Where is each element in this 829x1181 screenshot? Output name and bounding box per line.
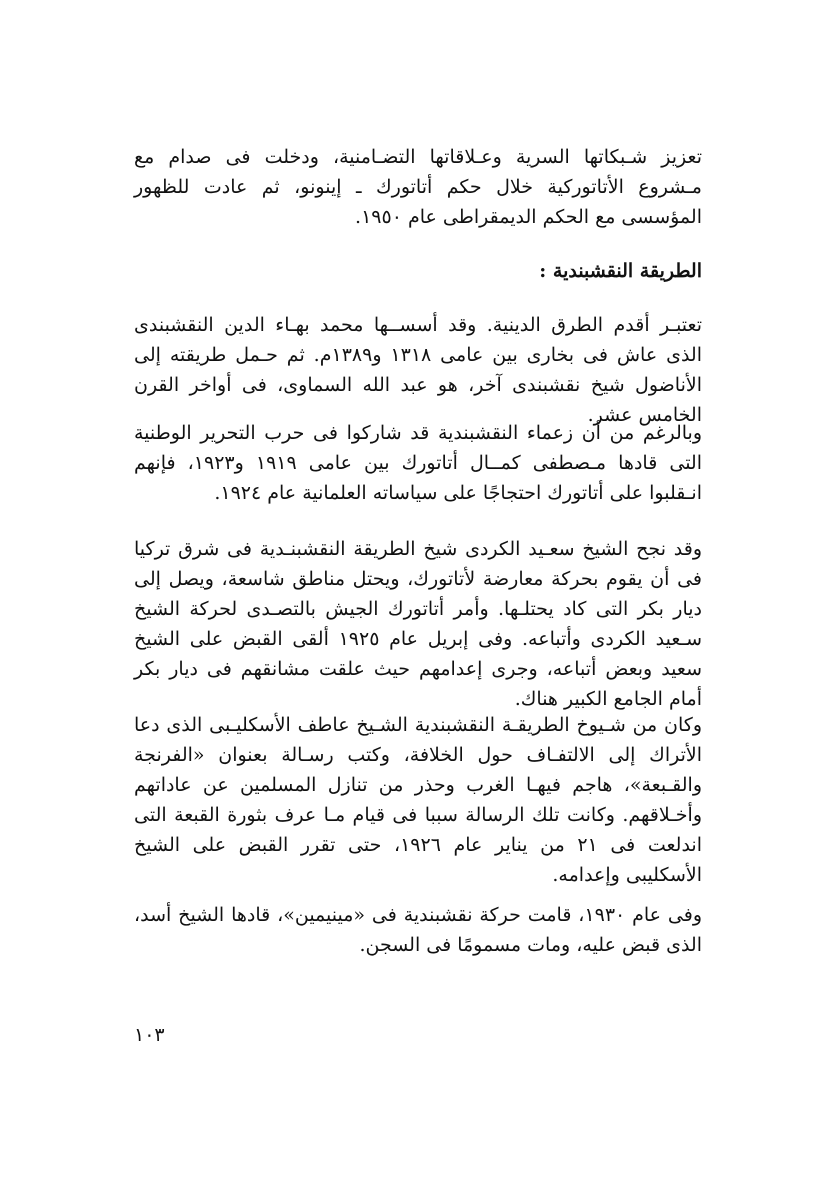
paragraph-menemen: وفى عام ١٩٣٠، قامت حركة نقشبندية فى «مينيمين»، قادها الشيخ أسد، الذى قبض عليه، ومات مسمومًا فى السجن.: [134, 904, 702, 956]
paragraph-intro: تعزيز شـبكاتها السرية وعـلاقاتها التضـامنية، ودخلت فى صدام مع مـشروع الأتاتوركية خلال حكم أتاتورك ـ إينونو، ثم عادت للظهور المؤسسى مع الحكم الديمقراطى عام ١٩٥٠.: [134, 146, 702, 228]
paragraph-origins: تعتبـر أقدم الطرق الدينية. وقد أسســها محمد بهـاء الدين النقشبندى الذى عاش فى بخارى بين عامى ١٣١٨ و١٣٨٩م. ثم حـمل طريقته إلى الأناضول شيخ نقشبندى آخر، هو عبد الله السماوى، فى أواخر القرن الخامس عشر.: [134, 314, 702, 426]
paragraph-atataturk-opposition: وبالرغم من أن زعماء النقشبندية قد شاركوا فى حرب التحرير الوطنية التى قادها مـصطفى كمــال أتاتورك بين عامى ١٩١٩ و١٩٢٣، فإنهم انـقلبوا على أتاتورك احتجاجًا على سياساته العلمانية عام ١٩٢٤.: [134, 422, 702, 504]
paragraph-iskilipli: وكان من شـيوخ الطريقـة النقشبندية الشـيخ عاطف الأسكليـبى الذى دعا الأتراك إلى الالتفـاف حول الخلافة، وكتب رسـالة بعنوان «الفرنجة والقـبعة»، هاجم فيهـا الغرب وحذر من تنازل المسلمين عن عاداتهم وأخـلاقهم. وكانت تلك الرسالة سببا فى قيام مـا عرف بثورة القبعة التى اندلعت فى ٢١ من يناير عام ١٩٢٦، حتى تقرر القبض على الشيخ الأسكليبى وإعدامه.: [134, 714, 702, 886]
paragraph-sheikh-said: وقد نجح الشيخ سعـيد الكردى شيخ الطريقة النقشبنـدية فى شرق تركيا فى أن يقوم بحركة معارضة لأتاتورك، ويحتل مناطق شاسعة، ويصل إلى ديار بكر التى كاد يحتلـها. وأمر أتاتورك الجيش بالتصـدى لحركة الشيخ سـعيد الكردى وأتباعه. وفى إبريل عام ١٩٢٥ ألقى القبض على الشيخ سعيد وبعض أتباعه، وجرى إعدامهم حيث علقت مشانقهم فى ديار بكر أمام الجامع الكبير هناك.: [134, 538, 703, 710]
section-heading: الطريقة النقشبندية :: [539, 260, 702, 282]
page-number: ١٠٣: [134, 1024, 165, 1046]
